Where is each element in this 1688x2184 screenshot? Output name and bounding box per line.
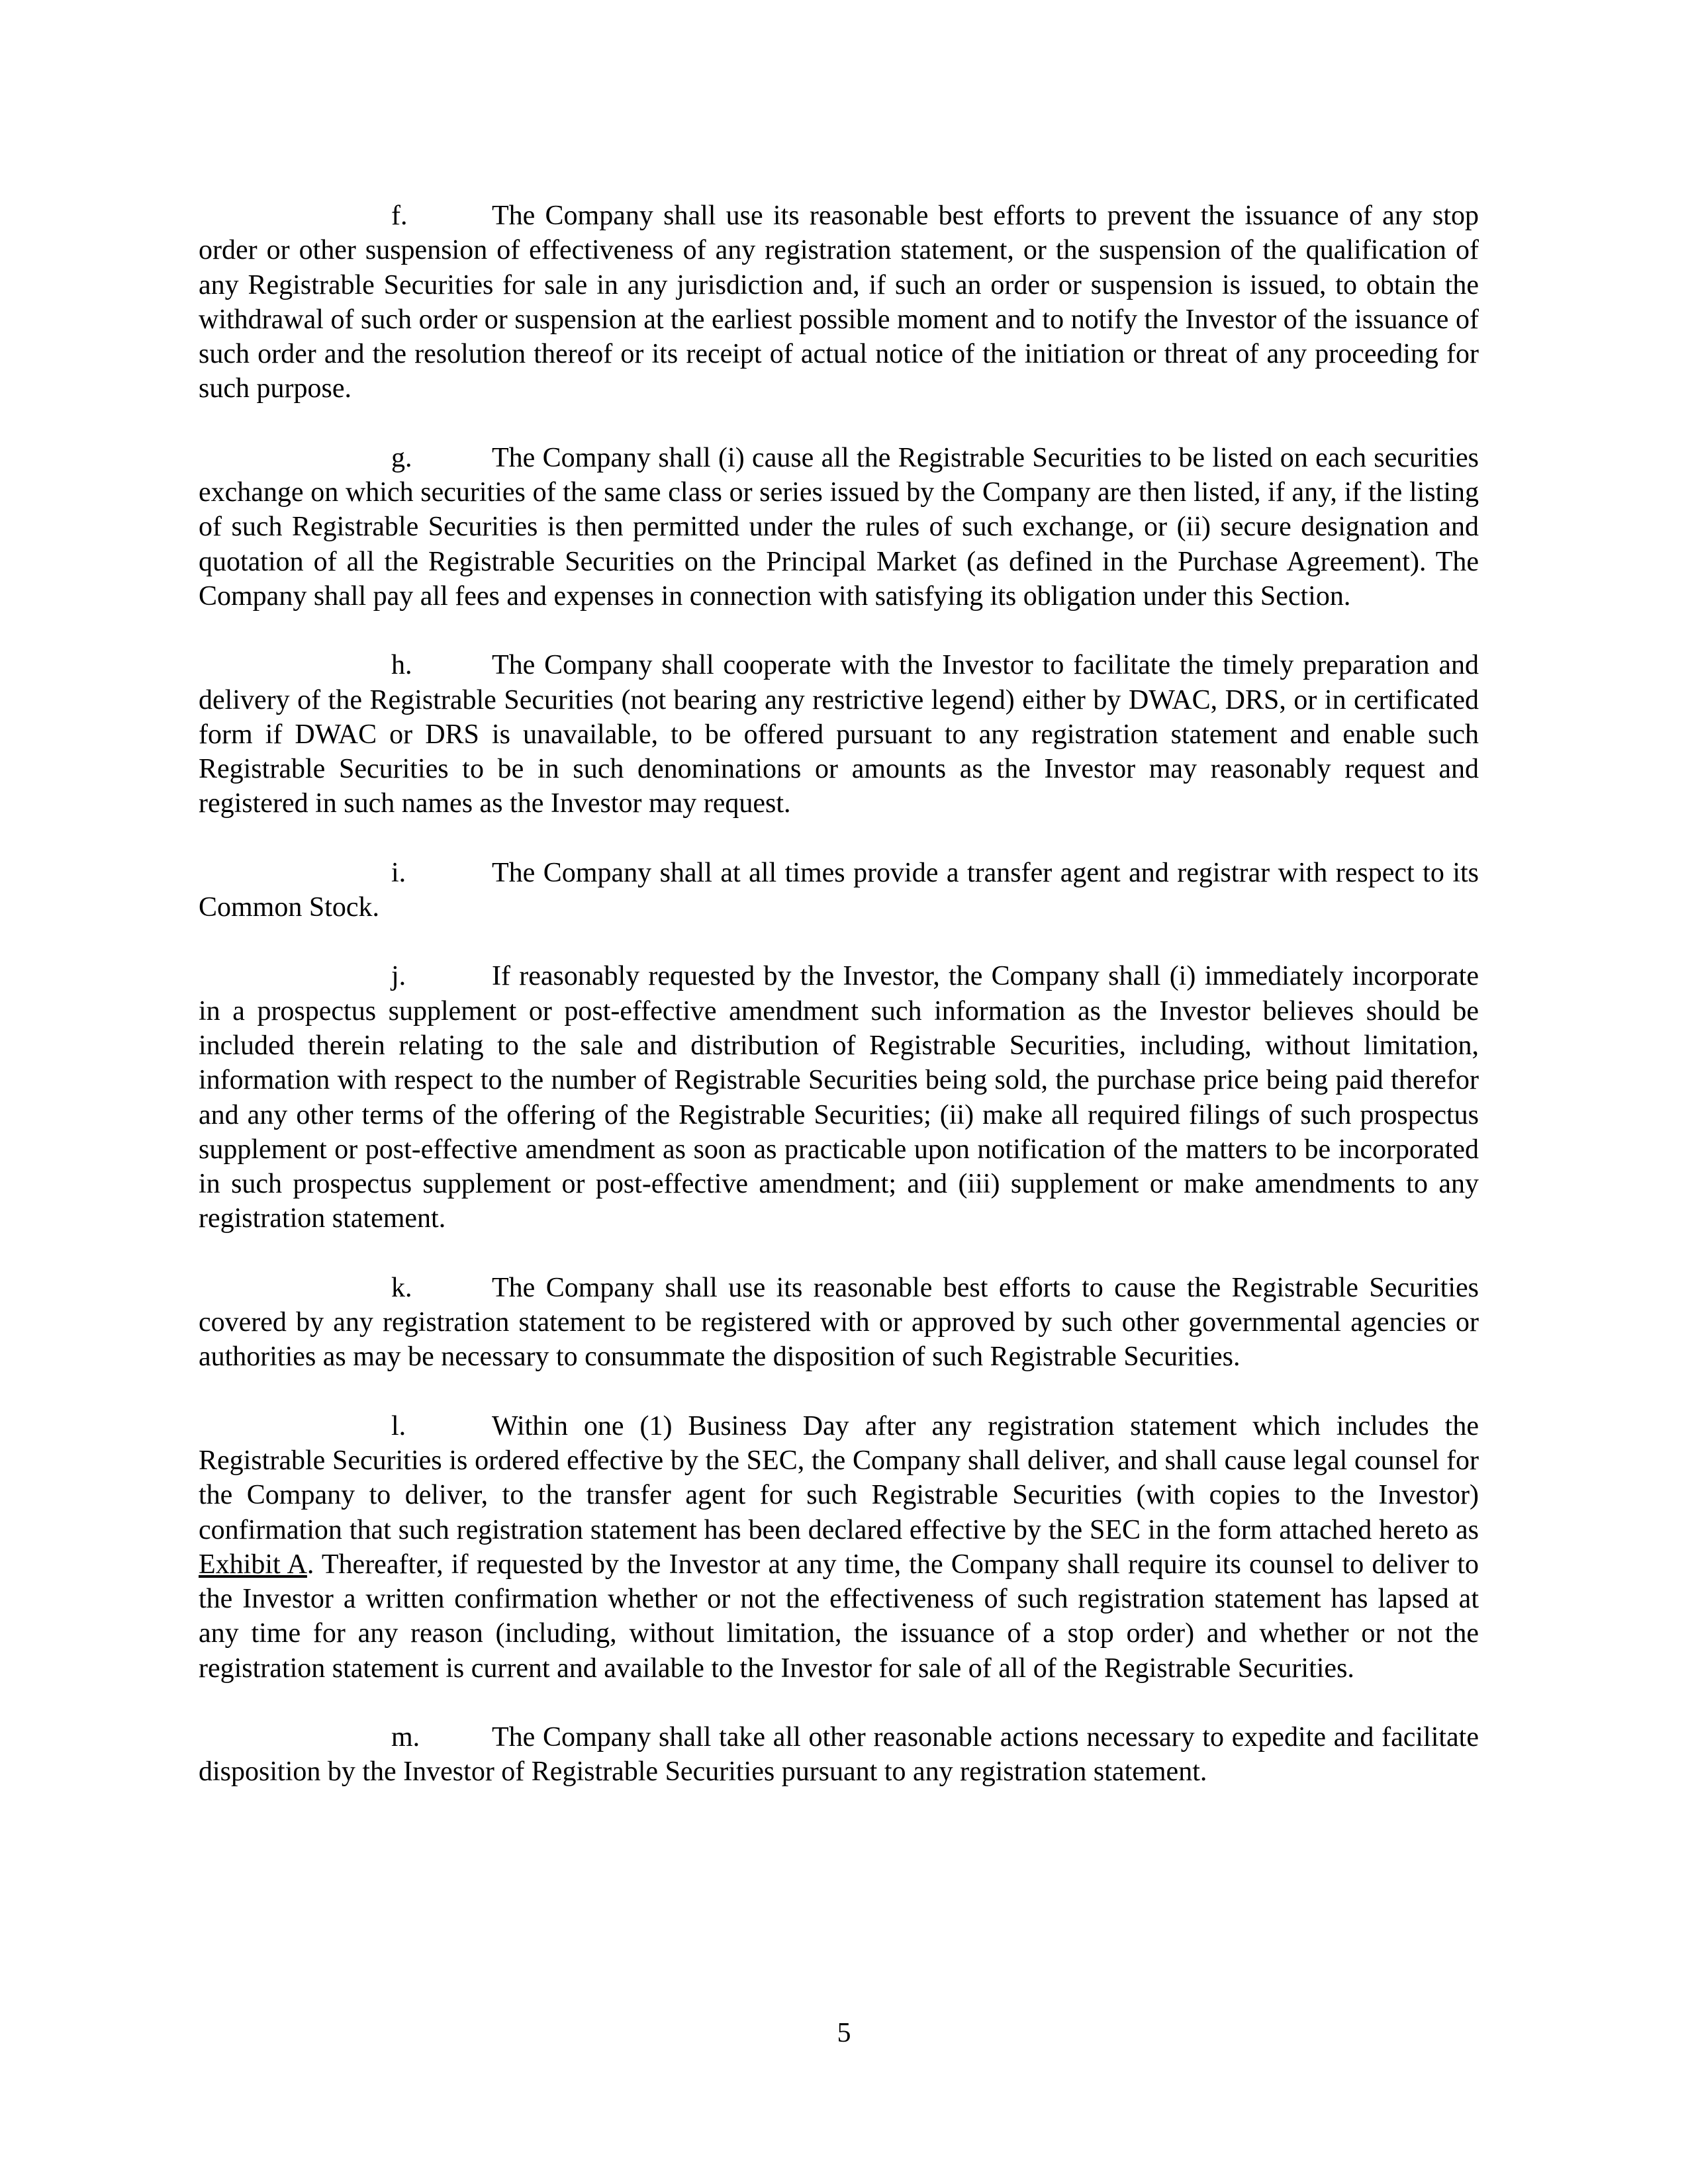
- paragraph-label: k.: [391, 1272, 412, 1303]
- paragraph-label: l.: [391, 1410, 406, 1441]
- paragraph-text-after: . Thereafter, if requested by the Investor at any time, the Company shall require its counsel to deliver to the Investor a written confirmation whether or not the effectiveness of such registration statement has lapsed at any time for any reason (including, without limitation, the issuance of a stop order) and whether or not the registration statement is current and available to the Investor for sale of all of the Registrable Securities.: [199, 1549, 1479, 1684]
- paragraph-text: The Company shall at all times provide a transfer agent and registrar with respect to its Common Stock.: [199, 857, 1479, 923]
- paragraph-label: j.: [391, 961, 406, 992]
- paragraph-k: [199, 1271, 1479, 1375]
- paragraph-text: The Company shall (i) cause all the Registrable Securities to be listed on each securities exchange on which securities of the same class or series issued by the Company are then listed, if any, if the listing of such Registrable Securities is then permitted under the rules of such exchange, or (ii) secure designation and quotation of all the Registrable Securities on the Principal Market (as defined in the Purchase Agreement). The Company shall pay all fees and expenses in connection with satisfying its obligation under this Section.: [199, 442, 1479, 612]
- page-number: 5: [837, 2018, 851, 2048]
- paragraph-label: h.: [391, 650, 412, 681]
- paragraph-label: m.: [391, 1721, 420, 1752]
- paragraph-label: i.: [391, 857, 406, 888]
- paragraph-l: [199, 1409, 1479, 1686]
- paragraph-label: g.: [391, 442, 412, 473]
- paragraph-text: The Company shall use its reasonable best efforts to prevent the issuance of any stop order or other suspension of effectiveness of any registration statement, or the suspension of the qualification of any Registrable Securities for sale in any jurisdiction and, if such an order or suspension is issued, to obtain the withdrawal of such order or suspension at the earliest possible moment and to notify the Investor of the issuance of such order and the resolution thereof or its receipt of actual notice of the initiation or threat of any proceeding for such purpose.: [199, 201, 1479, 404]
- document-page: [199, 199, 1479, 1824]
- paragraph-text-before: Within one (1) Business Day after any registration statement which includes the Registrable Securities is ordered effective by the SEC, the Company shall deliver, and shall cause legal counsel for the Company to deliver, to the transfer agent for such Registrable Securities (with copies to the Investor) confirmation that such registration statement has been declared effective by the SEC in the form attached hereto as: [199, 1410, 1479, 1545]
- paragraph-h: [199, 648, 1479, 821]
- paragraph-text: The Company shall cooperate with the Investor to facilitate the timely preparation and delivery of the Registrable Securities (not bearing any restrictive legend) either by DWAC, DRS, or in certificated form if DWAC or DRS is unavailable, to be offered pursuant to any registration statement and enable such Registrable Securities to be in such denominations or amounts as the Investor may reasonably request and registered in such names as the Investor may request.: [199, 650, 1479, 819]
- paragraph-text: The Company shall take all other reasonable actions necessary to expedite and facilitate disposition by the Investor of Registrable Securities pursuant to any registration statement.: [199, 1721, 1479, 1788]
- paragraph-g: [199, 441, 1479, 614]
- paragraph-text: The Company shall use its reasonable best efforts to cause the Registrable Securities covered by any registration statement to be registered with or approved by such other governmental agencies or authorities as may be necessary to consummate the disposition of such Registrable Securities.: [199, 1272, 1479, 1373]
- paragraph-i: [199, 856, 1479, 925]
- paragraph-label: f.: [391, 201, 408, 231]
- paragraph-f: [199, 199, 1479, 406]
- paragraph-m: [199, 1720, 1479, 1790]
- paragraph-text: If reasonably requested by the Investor, the Company shall (i) immediately incorporate in a prospectus supplement or post-effective amendment such information as the Investor believes should be included therein relating to the sale and distribution of Registrable Securities, including, without limitation, information with respect to the number of Registrable Securities being sold, the purchase price being paid therefor and any other terms of the offering of the Registrable Securities; (ii) make all required filings of such prospectus supplement or post-effective amendment as soon as practicable upon notification of the matters to be incorporated in such prospectus supplement or post-effective amendment; and (iii) supplement or make amendments to any registration statement.: [199, 961, 1479, 1234]
- exhibit-a-reference: Exhibit A: [199, 1549, 307, 1580]
- paragraph-j: [199, 959, 1479, 1236]
